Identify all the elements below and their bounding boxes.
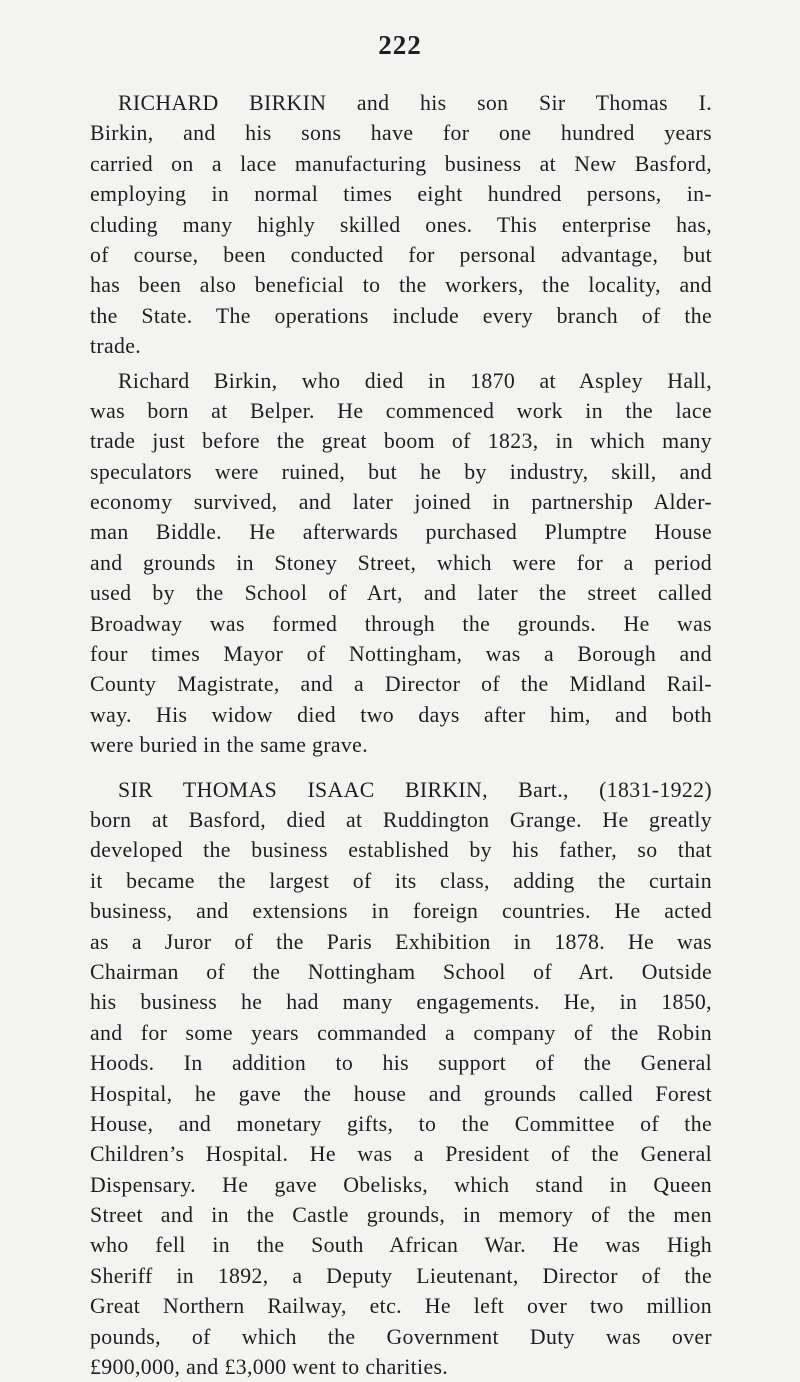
text-line: it became the largest of its class, adding the curtain	[90, 868, 712, 893]
text-line: who fell in the South African War. He was High	[90, 1233, 712, 1258]
paragraph-sir-thomas-birkin	[90, 775, 712, 1382]
text-line: were buried in the same grave.	[90, 733, 369, 758]
text-line: was born at Belper. He commenced work in the lace	[90, 398, 712, 423]
text-line: speculators were ruined, but he by industry, skill, and	[90, 459, 712, 484]
text-line: developed the business established by his father, so that	[90, 838, 712, 863]
text-line: Great Northern Railway, etc. He left over two million	[90, 1294, 712, 1319]
text-line: Dispensary. He gave Obelisks, which stand in Queen	[90, 1172, 712, 1197]
text-line: employing in normal times eight hundred persons, in-	[90, 182, 712, 207]
text-line: trade.	[90, 334, 142, 359]
text-line: has been also beneficial to the workers, the locality, and	[90, 273, 712, 298]
text-line: man Biddle. He afterwards purchased Plumptre House	[90, 520, 712, 545]
text-line: as a Juror of the Paris Exhibition in 1878. He was	[90, 929, 712, 954]
text-line: carried on a lace manufacturing business at New Basford,	[90, 151, 712, 176]
text-line: born at Basford, died at Ruddington Grange. He greatly	[90, 807, 712, 832]
text-line: Birkin, and his sons have for one hundred years	[90, 121, 712, 146]
text-line: Hoods. In addition to his support of the General	[90, 1051, 712, 1076]
text-line: trade just before the great boom of 1823, in which many	[90, 429, 712, 454]
text-line: Children’s Hospital. He was a President of the General	[90, 1142, 712, 1167]
text-line: Street and in the Castle grounds, in memory of the men	[90, 1203, 712, 1228]
body-text	[90, 88, 712, 1382]
text-line: cluding many highly skilled ones. This enterprise has,	[90, 212, 712, 237]
text-line: Richard Birkin, who died in 1870 at Aspley Hall,	[118, 368, 712, 393]
text-line: House, and monetary gifts, to the Committee of the	[90, 1111, 712, 1136]
text-line: and for some years commanded a company of the Robin	[90, 1020, 712, 1045]
text-line: Broadway was formed through the grounds. He was	[90, 611, 712, 636]
text-line: County Magistrate, and a Director of the Midland Rail-	[90, 672, 712, 697]
paragraph-richard-birkin-son	[90, 88, 712, 362]
text-line: and grounds in Stoney Street, which were for a period	[90, 550, 712, 575]
text-line: way. His widow died two days after him, and both	[90, 702, 712, 727]
text-line: SIR THOMAS ISAAC BIRKIN, Bart., (1831-1922)	[118, 777, 712, 802]
page-number: 222	[378, 30, 422, 60]
text-line: business, and extensions in foreign countries. He acted	[90, 899, 712, 924]
paragraph-richard-birkin	[90, 366, 712, 761]
text-line: his business he had many engagements. He, in 1850,	[90, 990, 712, 1015]
text-line: of course, been conducted for personal advantage, but	[90, 242, 712, 267]
text-line: four times Mayor of Nottingham, was a Borough and	[90, 642, 712, 667]
text-line: the State. The operations include every branch of the	[90, 303, 712, 328]
text-line: Hospital, he gave the house and grounds called Forest	[90, 1081, 712, 1106]
text-line: £900,000, and £3,000 went to charities.	[90, 1355, 449, 1380]
text-line: pounds, of which the Government Duty was over	[90, 1324, 712, 1349]
text-line: used by the School of Art, and later the street called	[90, 581, 712, 606]
text-line: Sheriff in 1892, a Deputy Lieutenant, Director of the	[90, 1263, 712, 1288]
text-line: RICHARD BIRKIN and his son Sir Thomas I.	[118, 91, 712, 115]
text-line: economy survived, and later joined in partnership Alder-	[90, 490, 712, 515]
text-line: Chairman of the Nottingham School of Art. Outside	[90, 959, 712, 984]
